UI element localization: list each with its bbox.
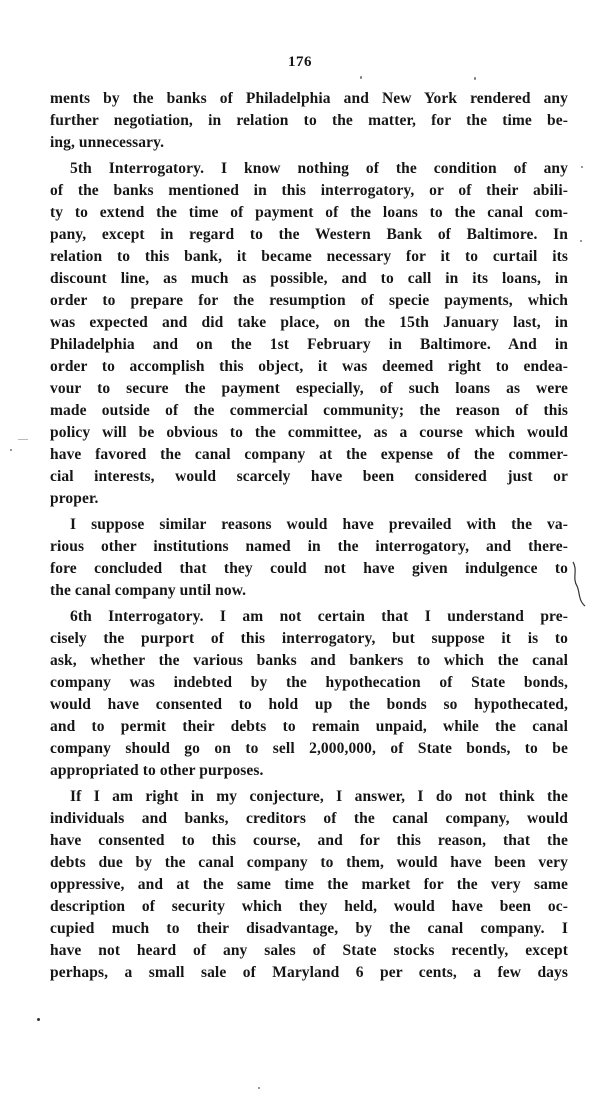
text-line: Philadelphia and on the 1st February in Baltimore. And in bbox=[50, 336, 568, 353]
text-line: fore concluded that they could not have given indulgence to bbox=[50, 560, 568, 577]
scan-speck bbox=[37, 1018, 40, 1021]
margin-pencil-mark bbox=[570, 560, 590, 610]
text-line: proper. bbox=[50, 490, 99, 507]
text-line: If I am right in my conjecture, I answer, I do not think the bbox=[70, 788, 568, 805]
text-line: was expected and did take place, on the 15th January last, in bbox=[50, 314, 568, 331]
text-line: ing, unnecessary. bbox=[50, 134, 165, 151]
paragraph bbox=[50, 158, 568, 510]
text-line: cupied much to their disadvantage, by the canal company. I bbox=[50, 920, 568, 937]
text-line: have not heard of any sales of State stocks recently, except bbox=[50, 942, 568, 959]
text-line: debts due by the canal company to them, would have been very bbox=[50, 854, 568, 871]
scan-speck bbox=[580, 240, 582, 242]
text-line: would have consented to hold up the bonds so hypothecated, bbox=[50, 696, 568, 713]
text-line: 6th Interrogatory. I am not certain that I understand pre- bbox=[70, 608, 568, 625]
text-line: appropriated to other purposes. bbox=[50, 762, 264, 779]
paragraph bbox=[50, 606, 568, 782]
text-line: oppressive, and at the same time the market for the very same bbox=[50, 876, 568, 893]
text-line: description of security which they held, would have been oc- bbox=[50, 898, 568, 915]
text-line: of the banks mentioned in this interrogatory, or of their abili- bbox=[50, 182, 568, 199]
text-line: cial interests, would scarcely have been considered just or bbox=[50, 468, 568, 485]
text-line: rious other institutions named in the interrogatory, and there- bbox=[50, 538, 568, 555]
scan-speck bbox=[360, 76, 362, 79]
text-line: order to accomplish this object, it was deemed right to endea- bbox=[50, 358, 568, 375]
text-line: relation to this bank, it became necessary for it to curtail its bbox=[50, 248, 568, 265]
text-line: have favored the canal company at the expense of the commer- bbox=[50, 446, 568, 463]
text-line: ments by the banks of Philadelphia and New York rendered any bbox=[50, 90, 568, 107]
paragraph bbox=[50, 514, 568, 602]
scan-speck bbox=[581, 166, 583, 168]
text-line: the canal company until now. bbox=[50, 582, 247, 599]
text-line: 5th Interrogatory. I know nothing of the condition of any bbox=[70, 160, 568, 177]
text-line: further negotiation, in relation to the matter, for the time be- bbox=[50, 112, 568, 129]
text-line: vour to secure the payment especially, of such loans as were bbox=[50, 380, 568, 397]
scan-speck bbox=[10, 449, 12, 451]
text-line: pany, except in regard to the Western Bank of Baltimore. In bbox=[50, 226, 568, 243]
text-line: individuals and banks, creditors of the canal company, would bbox=[50, 810, 568, 827]
text-line: I suppose similar reasons would have prevailed with the va- bbox=[70, 516, 568, 533]
text-line: perhaps, a small sale of Maryland 6 per cents, a few days bbox=[50, 964, 568, 981]
text-line: ty to extend the time of payment of the loans to the canal com- bbox=[50, 204, 568, 221]
text-line: company was indebted by the hypothecation of State bonds, bbox=[50, 674, 568, 691]
text-line: policy will be obvious to the committee, as a course which would bbox=[50, 424, 568, 441]
paragraph bbox=[50, 88, 568, 154]
body-text bbox=[50, 88, 568, 988]
text-line: made outside of the commercial community; the reason of this bbox=[50, 402, 568, 419]
text-line: cisely the purport of this interrogatory, but suppose it is to bbox=[50, 630, 568, 647]
text-line: have consented to this course, and for this reason, that the bbox=[50, 832, 568, 849]
scan-speck bbox=[258, 1087, 260, 1089]
scan-speck bbox=[474, 77, 476, 80]
text-line: order to prepare for the resumption of specie payments, which bbox=[50, 292, 568, 309]
text-line: company should go on to sell 2,000,000, of State bonds, to be bbox=[50, 740, 568, 757]
paragraph bbox=[50, 786, 568, 984]
text-line: discount line, as much as possible, and to call in its loans, in bbox=[50, 270, 568, 287]
text-line: ask, whether the various banks and bankers to which the canal bbox=[50, 652, 568, 669]
margin-dash-mark bbox=[18, 439, 28, 440]
text-line: and to permit their debts to remain unpaid, while the canal bbox=[50, 718, 568, 735]
page-number: 176 bbox=[288, 54, 312, 70]
